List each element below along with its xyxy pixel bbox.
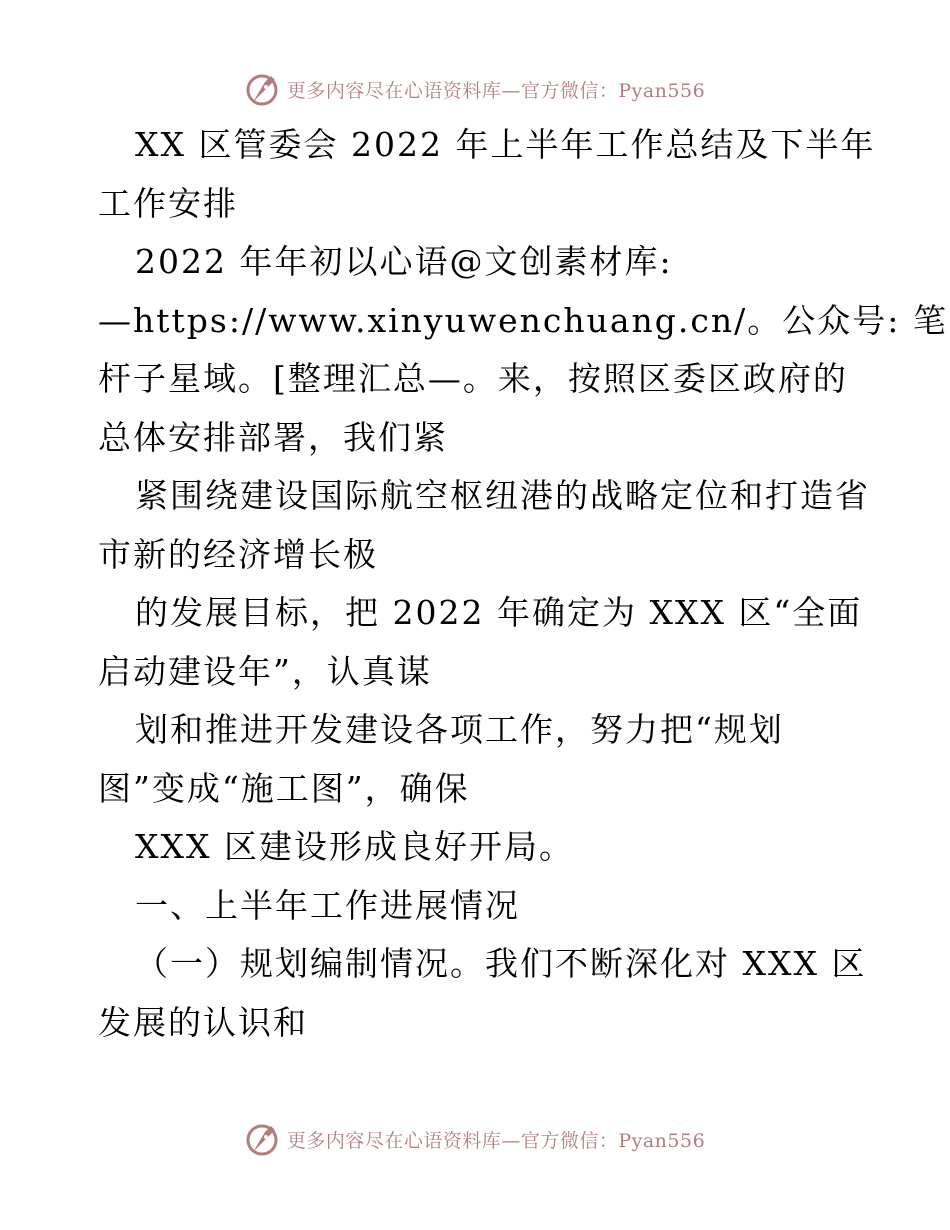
footer-watermark (0, 1122, 950, 1156)
text-line: 的发展目标，把 2022 年确定为 XXX 区“全面 (135, 593, 863, 632)
header-watermark (0, 72, 950, 106)
document-body (98, 116, 948, 1052)
text-line: 工作安排 (98, 183, 238, 223)
text-line: 图”变成“施工图”，确保 (98, 768, 470, 808)
watermark-text: 更多内容尽在心语资料库—官方微信：Pyan556 (286, 79, 706, 102)
text-line: 杆子星域。[整理汇总—。来，按照区委区政府的 (98, 359, 848, 398)
text-line: 启动建设年”，认真谋 (98, 651, 432, 691)
text-line: XX 区管委会 2022 年上半年工作总结及下半年 (135, 125, 876, 164)
text-line: 总体安排部署，我们紧 (98, 417, 448, 457)
pen-logo-icon (245, 1122, 281, 1156)
text-line: 一、上半年工作进展情况 (135, 885, 520, 925)
text-line: （一）规划编制情况。我们不断深化对 XXX 区 (135, 944, 867, 983)
text-line: 紧围绕建设国际航空枢纽港的战略定位和打造省 (135, 476, 870, 515)
watermark-text: 更多内容尽在心语资料库—官方微信：Pyan556 (286, 1129, 706, 1152)
text-line: XXX 区建设形成良好开局。 (135, 827, 574, 866)
text-line: 2022 年年初以心语@文创素材库: (135, 242, 673, 281)
text-line: 划和推进开发建设各项工作，努力把“规划 (135, 710, 784, 749)
text-line: —https://www.xinyuwenchuang.cn/。公众号: 笔 (98, 300, 948, 340)
text-line: 市新的经济增长极 (98, 534, 378, 574)
pen-logo-icon (245, 72, 281, 106)
text-line: 发展的认识和 (98, 1002, 308, 1042)
